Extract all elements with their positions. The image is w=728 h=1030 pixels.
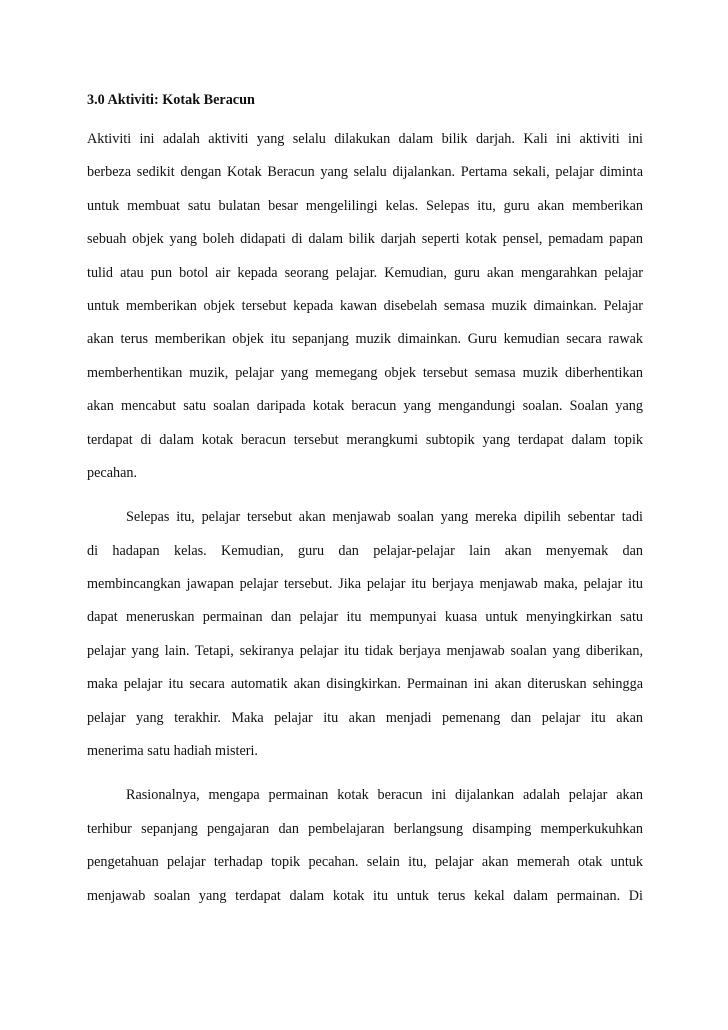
- text-line: di hadapan kelas. Kemudian, guru dan pelajar-pelajar lain akan menyemak dan: [87, 542, 643, 559]
- text-line: memberhentikan muzik, pelajar yang memegang objek tersebut semasa muzik diberhentikan: [87, 364, 643, 381]
- text-line: pelajar yang lain. Tetapi, sekiranya pelajar itu tidak berjaya menjawab soalan yang diberikan,: [87, 642, 643, 659]
- text-line: untuk membuat satu bulatan besar mengelilingi kelas. Selepas itu, guru akan memberikan: [87, 197, 643, 214]
- text-line: pelajar yang terakhir. Maka pelajar itu akan menjadi pemenang dan pelajar itu akan: [87, 709, 643, 726]
- text-line: membincangkan jawapan pelajar tersebut. Jika pelajar itu berjaya menjawab maka, pelajar itu: [87, 576, 643, 593]
- text-line: berbeza sedikit dengan Kotak Beracun yang selalu dijalankan. Pertama sekali, pelajar diminta: [87, 164, 643, 181]
- text-line: sebuah objek yang boleh didapati di dalam bilik darjah seperti kotak pensel, pemadam papan: [87, 231, 643, 248]
- text-line: Aktiviti ini adalah aktiviti yang selalu dilakukan dalam bilik darjah. Kali ini aktiviti ini: [87, 131, 643, 147]
- text-line: pengetahuan pelajar terhadap topik pecahan. selain itu, pelajar akan memerah otak untuk: [87, 854, 643, 871]
- paragraph-1: [87, 125, 643, 492]
- text-line: akan terus memberikan objek itu sepanjang muzik dimainkan. Guru kemudian secara rawak: [87, 331, 643, 348]
- paragraph-3: [87, 781, 643, 915]
- section-heading: 3.0 Aktiviti: Kotak Beracun: [87, 92, 255, 108]
- text-line: tulid atau pun botol air kepada seorang pelajar. Kemudian, guru akan mengarahkan pelajar: [87, 264, 643, 281]
- text-line: maka pelajar itu secara automatik akan disingkirkan. Permainan ini akan diteruskan sehingga: [87, 676, 643, 693]
- document-page: [87, 86, 643, 926]
- text-line: menerima satu hadiah misteri.: [87, 743, 258, 760]
- text-line: dapat meneruskan permainan dan pelajar itu mempunyai kuasa untuk menyingkirkan satu: [87, 609, 643, 626]
- paragraph-2: [87, 503, 643, 770]
- text-line: Rasionalnya, mengapa permainan kotak beracun ini dijalankan adalah pelajar akan: [126, 787, 643, 804]
- text-line: pecahan.: [87, 464, 138, 481]
- text-line: menjawab soalan yang terdapat dalam kotak itu untuk terus kekal dalam permainan. Di: [87, 887, 643, 904]
- text-line: Selepas itu, pelajar tersebut akan menjawab soalan yang mereka dipilih sebentar tadi: [126, 509, 643, 526]
- text-line: untuk memberikan objek tersebut kepada kawan disebelah semasa muzik dimainkan. Pelajar: [87, 297, 643, 314]
- text-line: akan mencabut satu soalan daripada kotak beracun yang mengandungi soalan. Soalan yang: [87, 398, 643, 415]
- text-line: terhibur sepanjang pengajaran dan pembelajaran berlangsung disamping memperkukuhkan: [87, 820, 643, 837]
- text-line: terdapat di dalam kotak beracun tersebut merangkumi subtopik yang terdapat dalam topik: [87, 431, 643, 448]
